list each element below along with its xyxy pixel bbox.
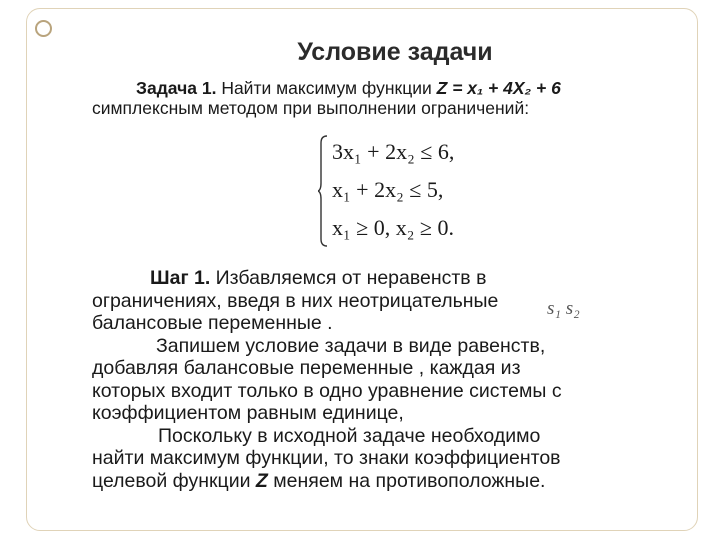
constraint-2: x₁ + 2x₂ ≤ 5,	[332, 177, 444, 202]
task-line-2: симплексным методом при выполнении ограничений:	[92, 98, 530, 118]
step-line-1	[92, 267, 692, 290]
step-line-10	[92, 470, 692, 493]
step-line-8: Поскольку в исходной задаче необходимо	[158, 424, 541, 447]
step-line-6: которых входит только в одно уравнение системы с	[92, 379, 562, 402]
step-line-2: ограничениях, введя в них неотрицательные	[92, 289, 499, 312]
slide-title: Условие задачи	[297, 38, 493, 66]
step-label: Шаг 1.	[150, 267, 211, 289]
step-line-7: коэффициентом равным единице,	[92, 402, 404, 424]
task-line-1	[92, 78, 692, 98]
step-p1-l1: Избавляемся от неравенств в	[210, 267, 487, 289]
constraint-3: x₁ ≥ 0, x₂ ≥ 0.	[332, 215, 454, 240]
constraint-system	[318, 135, 518, 249]
z-symbol: Z	[255, 469, 268, 492]
left-brace-icon	[318, 135, 328, 247]
step-line-3: балансовые переменные .	[92, 312, 333, 334]
step-line-4: Запишем условие задачи в виде равенств,	[156, 334, 546, 357]
step-p3-l3a: целевой функции	[92, 469, 256, 492]
step-line-9: найти максимум функции, то знаки коэффициентов	[92, 447, 561, 469]
task-text: Найти максимум функции	[216, 78, 437, 98]
step-text	[92, 267, 692, 492]
step-line-5: добавляя балансовые переменные , каждая из	[92, 357, 521, 379]
task-statement	[92, 78, 692, 118]
constraint-1: 3x₁ + 2x₂ ≤ 6,	[332, 139, 455, 164]
balance-variables-overlay: s₁ s₂	[547, 298, 580, 319]
task-label: Задача 1.	[136, 78, 217, 98]
objective-function: Z = x₁ + 4X₂ + 6	[436, 78, 561, 98]
corner-ring-icon	[35, 20, 52, 37]
step-p3-l3b: меняем на противоположные.	[267, 469, 546, 492]
